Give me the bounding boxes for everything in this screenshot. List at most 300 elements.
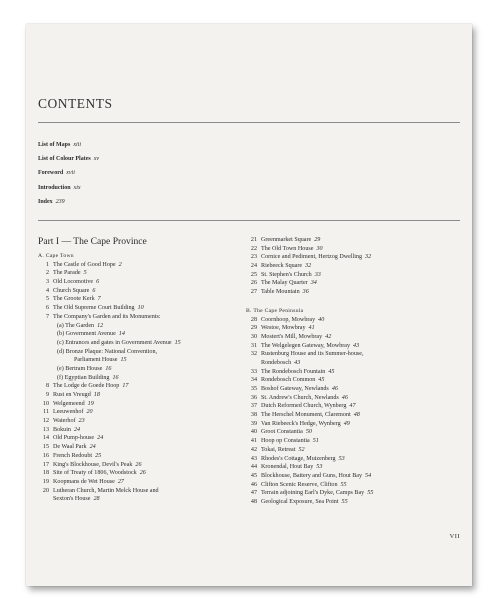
entry-title: Dutch Reformed Church, Wynberg — [261, 403, 347, 410]
entry-number: 33 — [250, 368, 257, 375]
entry-title: Welgemeend — [53, 400, 85, 407]
entry-text — [261, 481, 347, 490]
entry-page: 29 — [314, 237, 321, 243]
entry-page: 24 — [97, 435, 104, 442]
entry-title: Waterhof — [53, 418, 76, 425]
contents-entry — [246, 385, 464, 394]
entry-text — [261, 437, 319, 446]
contents-entry — [38, 461, 246, 470]
entry-number: 7 — [45, 313, 49, 320]
entry-number: 15 — [42, 444, 49, 451]
contents-entry — [38, 495, 246, 504]
entry-number: 6 — [45, 305, 49, 312]
entry-number: 17 — [42, 461, 49, 468]
entry-number: 13 — [42, 426, 49, 433]
entry-title: Coornhoop, Mowbray — [261, 316, 316, 323]
entry-page: 54 — [365, 472, 372, 479]
front-matter-page: 239 — [55, 198, 65, 205]
contents-entry — [38, 365, 246, 374]
entry-title: Riebeeck Square — [261, 263, 303, 270]
entry-text — [53, 269, 87, 278]
entry-text — [53, 487, 162, 496]
entry-title: Mostert's Mill, Mowbray — [261, 333, 323, 340]
contents-entry — [38, 426, 246, 435]
contents-entry — [246, 333, 464, 342]
entry-text — [53, 400, 94, 409]
entry-title: Boshof Gateway, Newlands — [261, 386, 329, 392]
contents-entry — [246, 394, 464, 403]
entry-title: (b) Government Avenue — [57, 331, 116, 338]
contents-title: CONTENTS — [38, 96, 113, 111]
entry-text — [261, 446, 305, 455]
entry-title: Greenmarket Square — [261, 237, 312, 243]
entry-page: 49 — [343, 420, 350, 427]
entry-text — [261, 394, 348, 403]
entry-page: 17 — [122, 383, 129, 390]
entry-title: Blockhouse, Battery and Guns, Hout Bay — [261, 472, 363, 479]
section-heading-cape-peninsula: B. The Cape Peninsula — [246, 307, 304, 314]
entry-title: The Old Supreme Court Building — [53, 305, 135, 312]
entry-number: 24 — [250, 263, 257, 270]
contents-entry — [246, 342, 464, 351]
entry-number: 19 — [42, 478, 49, 485]
contents-entry — [246, 245, 464, 254]
entry-page: 24 — [73, 426, 81, 433]
entry-page: 20 — [86, 409, 93, 416]
entry-page: 12 — [97, 322, 104, 329]
entry-number: 22 — [250, 245, 257, 252]
entry-number: 38 — [250, 412, 257, 419]
contents-entry — [246, 350, 464, 359]
entry-page: 7 — [97, 296, 101, 303]
entry-page: 15 — [174, 339, 181, 346]
entry-number: 31 — [250, 342, 257, 349]
contents-entry — [246, 463, 464, 472]
entry-page: 32 — [305, 263, 312, 270]
entry-title: The Malay Quarter — [261, 280, 308, 287]
contents-entry — [38, 408, 246, 417]
entry-text — [261, 342, 359, 351]
contents-entry — [246, 368, 464, 377]
entry-text — [261, 253, 371, 262]
entry-number: 43 — [250, 455, 257, 462]
contents-entry — [246, 498, 464, 507]
entry-text — [261, 368, 334, 377]
entry-page: 55 — [340, 481, 347, 488]
part-title: Part I — The Cape Province — [38, 236, 147, 247]
entry-page: 43 — [294, 359, 301, 366]
entry-page: 14 — [118, 331, 125, 338]
contents-entry — [38, 278, 246, 287]
entry-title: Bokuin — [53, 426, 71, 433]
entry-page: 32 — [365, 254, 372, 261]
entry-text — [261, 385, 338, 394]
contents-entry — [38, 382, 246, 391]
entry-number: 40 — [250, 429, 257, 436]
entry-page: 30 — [316, 245, 323, 252]
entry-number: 5 — [45, 296, 49, 303]
entry-text — [57, 339, 181, 348]
entry-title: The Castle of Good Hope — [53, 261, 116, 268]
entry-text — [53, 382, 128, 391]
front-matter-list — [38, 138, 99, 209]
contents-entry — [246, 420, 464, 429]
entry-title: Parliament House — [74, 357, 118, 364]
entry-title: (e) Bertram House — [57, 365, 103, 372]
entry-text — [53, 304, 144, 313]
entry-text — [57, 365, 111, 374]
entry-page: 26 — [139, 470, 146, 477]
contents-entry — [246, 316, 464, 325]
front-matter-label: List of Colour Plates — [38, 156, 91, 163]
entry-page: 18 — [93, 392, 100, 398]
right-entry-list-b — [246, 316, 464, 507]
entry-text — [261, 333, 331, 342]
entry-text — [261, 376, 324, 385]
entry-text — [261, 489, 373, 498]
entry-title: Westoe, Mowbray — [261, 325, 306, 332]
entry-title: (d) Bronze Plaque: National Convention, — [57, 348, 158, 355]
front-matter-item — [38, 152, 99, 166]
entry-page: 23 — [78, 418, 85, 425]
entry-text — [261, 428, 312, 437]
contents-entry — [38, 417, 246, 426]
entry-title: St. Stephen's Church — [261, 271, 312, 278]
contents-entry — [246, 288, 464, 297]
contents-entry — [38, 313, 246, 322]
entry-title: King's Blockhouse, Devil's Peak — [53, 461, 133, 468]
entry-text — [53, 287, 95, 296]
contents-entry — [246, 359, 464, 368]
entry-page: 27 — [117, 478, 124, 485]
entry-title: The Rondebosch Fountain — [261, 368, 326, 375]
entry-page: 50 — [305, 429, 312, 436]
entry-title: Koopmans de Wet House — [53, 478, 115, 485]
entry-number: 3 — [45, 279, 49, 286]
entry-text — [57, 322, 103, 331]
front-matter-page: xiii — [73, 142, 82, 148]
entry-page: 28 — [93, 496, 100, 503]
section-heading-cape-town: A. Cape Town — [38, 253, 74, 259]
entry-title: The Lodge de Goede Hoop — [53, 383, 120, 390]
entry-text — [53, 261, 122, 270]
entry-number: 10 — [42, 400, 49, 407]
contents-entry — [38, 330, 246, 339]
entry-number: 32 — [250, 351, 257, 358]
entry-text — [53, 452, 101, 461]
entry-title: Old Pump-house — [53, 435, 95, 442]
contents-entry — [246, 376, 464, 385]
entry-page: 45 — [318, 377, 325, 384]
entry-text — [261, 455, 345, 464]
entry-number: 11 — [43, 409, 49, 416]
entry-text — [53, 478, 124, 487]
contents-entry — [246, 402, 464, 411]
entry-title: Church Square — [53, 287, 90, 294]
entry-title: The Old Town House — [261, 245, 314, 252]
page-folio: VII — [449, 533, 460, 540]
contents-entry — [246, 489, 464, 498]
entry-number: 48 — [250, 498, 257, 505]
entry-page: 43 — [353, 342, 360, 349]
entry-title: (f) Egyptian Building — [57, 374, 110, 381]
entry-page: 46 — [341, 394, 348, 401]
entry-text — [261, 279, 317, 288]
contents-entry — [246, 262, 464, 271]
entry-page: 24 — [89, 444, 96, 451]
contents-entry — [246, 236, 464, 245]
entry-number: 2 — [45, 270, 49, 277]
contents-entry — [246, 428, 464, 437]
entry-page: 2 — [118, 261, 122, 268]
entry-number: 20 — [42, 487, 49, 494]
contents-entry — [38, 478, 246, 487]
left-entry-list — [38, 261, 246, 504]
entry-title: The Company's Garden and its Monuments: — [53, 313, 161, 320]
contents-entry — [38, 304, 246, 313]
entry-title: Kronendal, Hout Bay — [261, 464, 314, 471]
entry-text — [53, 426, 80, 435]
entry-title: Sexton's House — [53, 496, 91, 503]
entry-page: 40 — [318, 316, 325, 323]
entry-text — [261, 420, 350, 429]
entry-number: 9 — [45, 392, 49, 398]
contents-entry — [246, 446, 464, 455]
entry-title: Table Mountain — [261, 289, 300, 296]
entry-text — [53, 461, 141, 470]
entry-title: Rhodes's Cottage, Muizenberg — [261, 455, 336, 462]
contents-entry — [38, 400, 246, 409]
entry-text — [261, 245, 323, 254]
entry-title: (a) The Garden — [57, 322, 95, 329]
section-rule — [38, 220, 460, 221]
entry-text — [57, 348, 160, 357]
entry-text — [53, 495, 100, 504]
contents-entry — [246, 324, 464, 333]
contents-entry — [246, 437, 464, 446]
entry-number: 46 — [250, 481, 257, 488]
contents-entry — [246, 481, 464, 490]
front-matter-label: List of Maps — [38, 142, 71, 148]
entry-title: Geological Exposure, Sea Point — [261, 498, 339, 505]
entry-text — [261, 324, 315, 333]
entry-title: Lutheran Church, Martin Melck House and — [53, 487, 159, 494]
entry-text — [261, 411, 360, 420]
right-entry-list-a — [246, 236, 464, 297]
entry-title: Leeuwenhof — [53, 409, 84, 416]
entry-number: 14 — [42, 435, 49, 442]
contents-entry — [38, 374, 246, 383]
entry-number: 26 — [250, 280, 257, 287]
entry-page: 6 — [92, 287, 96, 294]
entry-page: 26 — [135, 461, 142, 468]
front-matter-item — [38, 181, 99, 195]
contents-entry — [246, 279, 464, 288]
entry-text — [53, 313, 164, 322]
entry-page: 41 — [308, 325, 315, 332]
entry-page: 53 — [338, 455, 345, 462]
entry-title: Groot Constantia — [261, 429, 303, 436]
entry-number: 4 — [45, 287, 49, 294]
entry-title: Rondebosch — [261, 359, 292, 366]
entry-text — [261, 498, 348, 507]
entry-number: 42 — [250, 446, 257, 453]
entry-title: St. Andrew's Church, Newlands — [261, 394, 339, 401]
entry-text — [261, 288, 309, 297]
entry-title: Tokai, Retreat — [261, 446, 296, 453]
entry-number: 30 — [250, 333, 257, 340]
entry-page: 6 — [96, 279, 100, 286]
entry-text — [53, 391, 100, 400]
contents-entry — [38, 391, 246, 400]
entry-title: The Parade — [53, 270, 81, 277]
entry-page: 52 — [298, 446, 305, 453]
entry-title: French Redoubt — [53, 452, 93, 459]
entry-text — [53, 295, 101, 304]
entry-text — [261, 463, 322, 472]
entry-title: The Groote Kerk — [53, 296, 95, 303]
contents-entry — [38, 287, 246, 296]
entry-title: Terrain adjoining Earl's Dyke, Camps Bay — [261, 490, 365, 497]
front-matter-item — [38, 195, 99, 209]
front-matter-page: xv — [93, 156, 100, 163]
entry-text — [261, 236, 320, 245]
entry-number: 8 — [45, 383, 49, 390]
entry-title: Rondebosch Common — [261, 377, 316, 384]
entry-page: 34 — [310, 280, 317, 287]
entry-number: 36 — [250, 394, 257, 401]
entry-page: 16 — [112, 374, 119, 381]
entry-number: 16 — [42, 452, 49, 459]
entry-number: 44 — [250, 464, 257, 471]
entry-title: Van Riebeeck's Hedge, Wynberg — [261, 420, 341, 427]
entry-number: 27 — [250, 289, 257, 296]
entry-number: 23 — [250, 254, 257, 261]
entry-text — [261, 316, 324, 325]
left-column — [38, 236, 246, 504]
entry-number: 41 — [250, 438, 257, 445]
entry-page: 15 — [120, 357, 127, 364]
contents-entry — [38, 295, 246, 304]
entry-page: 45 — [328, 368, 335, 375]
entry-number: 34 — [250, 377, 257, 384]
front-matter-item — [38, 166, 99, 180]
contents-entry — [246, 411, 464, 420]
entry-page: 42 — [325, 333, 332, 340]
entry-page: 46 — [331, 386, 338, 392]
entry-page: 47 — [349, 403, 356, 410]
entry-text — [53, 417, 85, 426]
entry-title: Hoop op Constantia — [261, 438, 310, 445]
front-matter-label: Index — [38, 198, 53, 205]
entry-text — [53, 278, 99, 287]
contents-entry — [38, 469, 246, 478]
contents-entry — [38, 339, 246, 348]
contents-entry — [38, 452, 246, 461]
entry-text — [261, 472, 371, 481]
entry-text — [53, 408, 93, 417]
entry-page: 33 — [314, 271, 321, 278]
entry-number: 18 — [42, 470, 49, 477]
entry-page: 51 — [312, 438, 319, 445]
entry-number: 35 — [250, 386, 257, 392]
entry-title: Site of Treaty of 1806, Woodstock — [53, 470, 137, 477]
contents-entry — [246, 455, 464, 464]
entry-title: Cornice and Pediment, Hertzog Dwelling — [261, 254, 363, 261]
contents-entry — [246, 271, 464, 280]
entry-number: 47 — [250, 490, 257, 497]
entry-text — [261, 359, 300, 368]
entry-number: 29 — [250, 325, 257, 332]
entry-text — [53, 443, 96, 452]
entry-page: 53 — [316, 464, 323, 471]
entry-page: 19 — [87, 400, 94, 407]
entry-page: 25 — [95, 452, 102, 459]
contents-entry — [38, 434, 246, 443]
entry-number: 45 — [250, 472, 257, 479]
entry-text — [53, 469, 146, 478]
entry-text — [57, 330, 125, 339]
entry-number: 12 — [42, 418, 49, 425]
front-matter-label: Introduction — [38, 184, 71, 191]
contents-entry — [38, 269, 246, 278]
entry-page: 55 — [341, 498, 348, 505]
contents-entry — [38, 487, 246, 496]
contents-entry — [38, 443, 246, 452]
entry-text — [57, 374, 119, 383]
entry-page: 36 — [302, 289, 309, 296]
entry-number: 25 — [250, 271, 257, 278]
contents-entry — [38, 356, 246, 365]
entry-title: The Herschel Monument, Claremont — [261, 412, 351, 419]
entry-text — [261, 271, 321, 280]
entry-title: De Waal Park — [53, 444, 87, 451]
contents-entry — [246, 253, 464, 262]
entry-page: 48 — [353, 412, 360, 419]
entry-page: 55 — [367, 490, 374, 497]
entry-number: 21 — [250, 237, 257, 243]
entry-title: Rust en Vreugd — [53, 392, 91, 398]
entry-number: 37 — [250, 403, 257, 410]
contents-entry — [246, 472, 464, 481]
entry-text — [261, 402, 355, 411]
entry-title: The Welgelegen Gateway, Mowbray — [261, 342, 351, 349]
entry-text — [261, 262, 311, 271]
entry-page: 5 — [83, 270, 87, 277]
entry-title: Old Locomotive — [53, 279, 94, 286]
entry-page: 10 — [137, 305, 144, 312]
book-page — [26, 24, 472, 586]
front-matter-page: xix — [73, 184, 81, 191]
entry-text — [261, 350, 367, 359]
entry-title: (c) Entrances and gates in Government Avenue — [57, 339, 172, 346]
front-matter-label: Foreword — [38, 170, 64, 177]
entry-title: Clifton Scenic Reserve, Clifton — [261, 481, 338, 488]
entry-number: 28 — [250, 316, 257, 323]
contents-entry — [38, 348, 246, 357]
front-matter-page: xvii — [66, 170, 75, 177]
entry-page: 16 — [105, 365, 112, 372]
top-rule — [38, 122, 460, 123]
right-column — [246, 236, 464, 507]
contents-entry — [38, 322, 246, 331]
contents-entry — [38, 261, 246, 270]
front-matter-item — [38, 138, 99, 152]
entry-title: Rustenburg House and its Summer-house, — [261, 351, 364, 358]
entry-number: 1 — [45, 261, 49, 268]
entry-text — [74, 356, 127, 365]
entry-text — [53, 434, 103, 443]
